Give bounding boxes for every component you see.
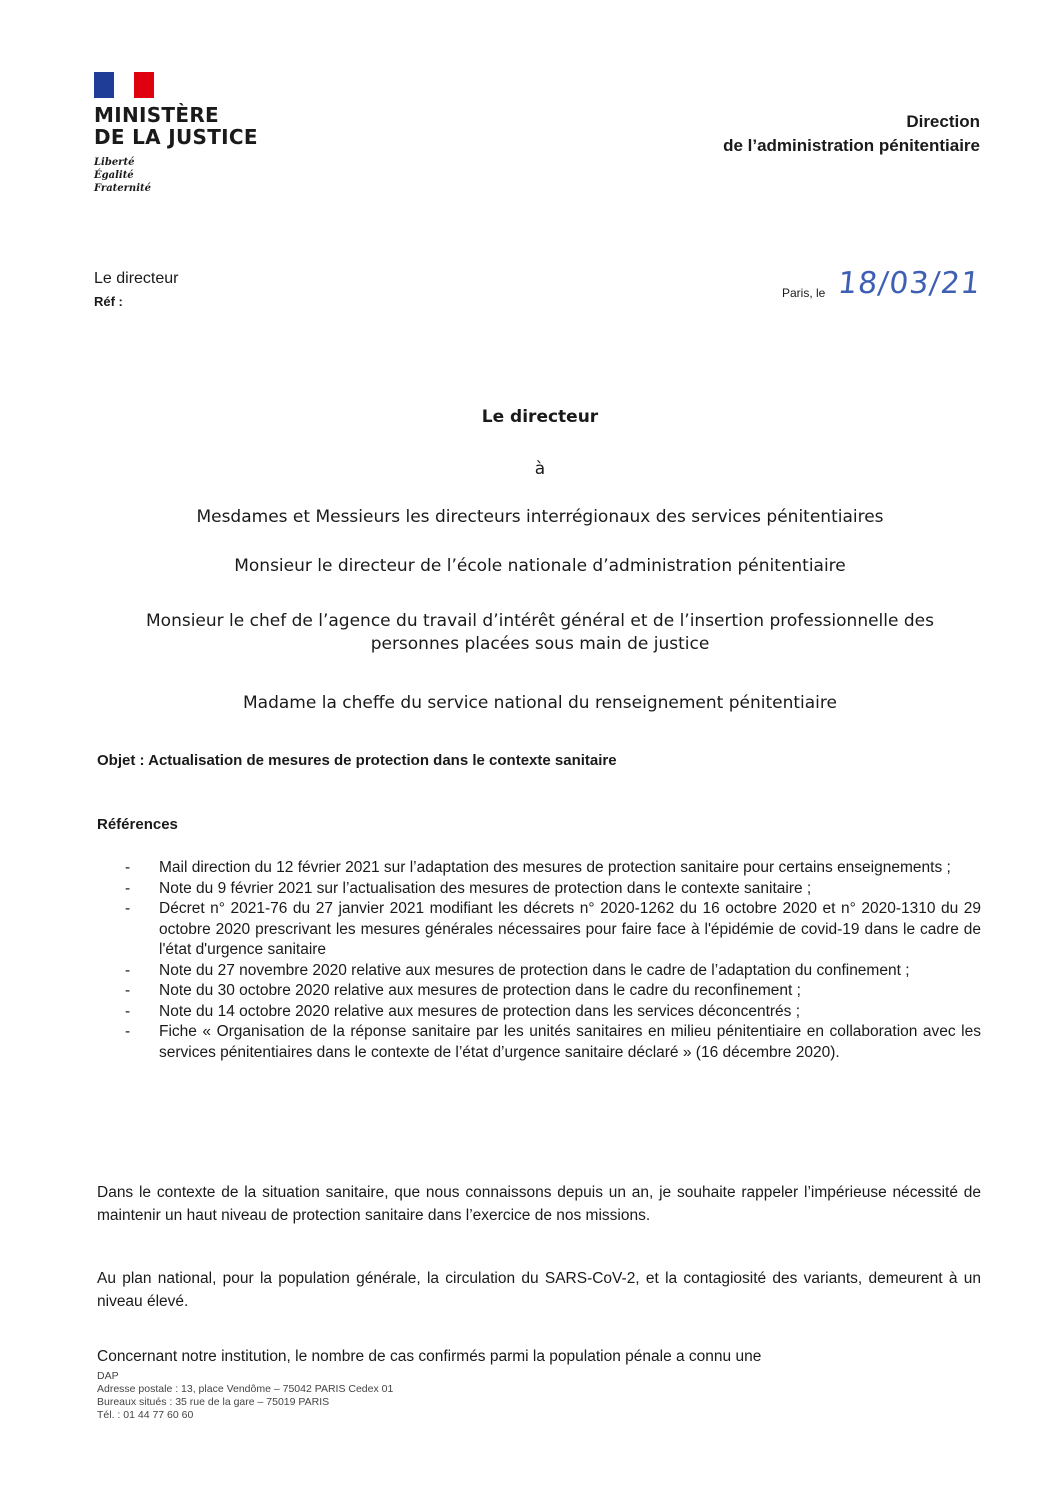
motto-liberte: Liberté: [94, 157, 135, 168]
recipient-from: Le directeur: [481, 407, 599, 427]
reference-item: - Fiche « Organisation de la réponse sanitaire par les unités sanitaires en milieu pénitentiaire en collaboration avec les services pénitentiaires dans le contexte de l’état d’urgence sanitaire déclaré » (16 décembre 2020).: [125, 1022, 981, 1063]
footer-line-3: Bureaux situés : 35 rue de la gare – 75019 PARIS: [97, 1396, 330, 1408]
reference-item: - Mail direction du 12 février 2021 sur l’adaptation des mesures de protection sanitaire pour certains enseignements ;: [125, 858, 981, 879]
direction-line-1: Direction: [906, 112, 980, 131]
recipient-to: à: [534, 459, 546, 479]
footer-line-2: Adresse postale : 13, place Vendôme – 75042 PARIS Cedex 01: [97, 1383, 394, 1395]
reference-item: - Note du 30 octobre 2020 relative aux mesures de protection dans le cadre du reconfinement ;: [125, 981, 981, 1002]
motto-egalite: Égalité: [94, 170, 134, 181]
subject-line: Objet : Actualisation de mesures de protection dans le contexte sanitaire: [97, 752, 617, 769]
recipient-line-1: Mesdames et Messieurs les directeurs interrégionaux des services pénitentiaires: [196, 507, 884, 527]
footer-line-1: DAP: [97, 1370, 119, 1382]
sender-title: Le directeur: [94, 270, 179, 287]
republic-motto: [94, 156, 151, 195]
references-heading: Références: [97, 816, 178, 833]
recipient-line-3: Monsieur le chef de l’agence du travail d’intérêt général et de l’insertion professionnelle des personnes placées sous main de justice: [146, 611, 934, 654]
footer-line-4: Tél. : 01 44 77 60 60: [97, 1409, 194, 1421]
body-paragraph-1: Dans le contexte de la situation sanitaire, que nous connaissons depuis un an, je souhaite rappeler l’impérieuse nécessité de maintenir un haut niveau de protection sanitaire dans l’exercice de nos missions.: [97, 1184, 981, 1224]
direction-header: [723, 110, 980, 158]
reference-item: - Note du 9 février 2021 sur l’actualisation des mesures de protection dans le contexte sanitaire ;: [125, 879, 981, 900]
ministry-line-1: MINISTÈRE: [94, 103, 219, 127]
footer-address: [97, 1370, 393, 1422]
reference-item: - Note du 27 novembre 2020 relative aux mesures de protection dans le cadre de l’adaptation du confinement ;: [125, 961, 981, 982]
reference-item: - Décret n° 2021-76 du 27 janvier 2021 modifiant les décrets n° 2020-1262 du 16 octobre 2020 et n° 2020-1310 du 29 octobre 2020 prescrivant les mesures générales nécessaires pour faire face à l'épidémie de covid-19 dans le cadre de l'état d'urgence sanitaire: [125, 899, 981, 961]
body-paragraph-2: Au plan national, pour la population générale, la circulation du SARS-CoV-2, et la contagiosité des variants, demeurent à un niveau élevé.: [97, 1270, 981, 1310]
republic-flag-logo: [94, 72, 154, 98]
body-paragraph-3: Concernant notre institution, le nombre de cas confirmés parmi la population pénale a connu une: [97, 1348, 762, 1365]
references-list: [125, 858, 981, 1063]
handwritten-date: 18/03/21: [836, 266, 983, 301]
recipient-line-4: Madame la cheffe du service national du renseignement pénitentiaire: [243, 693, 837, 713]
direction-line-2: de l’administration pénitentiaire: [723, 136, 980, 155]
ministry-line-2: DE LA JUSTICE: [94, 125, 258, 149]
date-prefix: Paris, le: [782, 286, 826, 300]
reference-label: Réf :: [94, 294, 123, 309]
reference-item: - Note du 14 octobre 2020 relative aux mesures de protection dans les services déconcentrés ;: [125, 1002, 981, 1023]
motto-fraternite: Fraternité: [94, 183, 151, 194]
recipient-line-2: Monsieur le directeur de l’école nationale d’administration pénitentiaire: [234, 556, 846, 576]
ministry-name: [94, 104, 258, 148]
